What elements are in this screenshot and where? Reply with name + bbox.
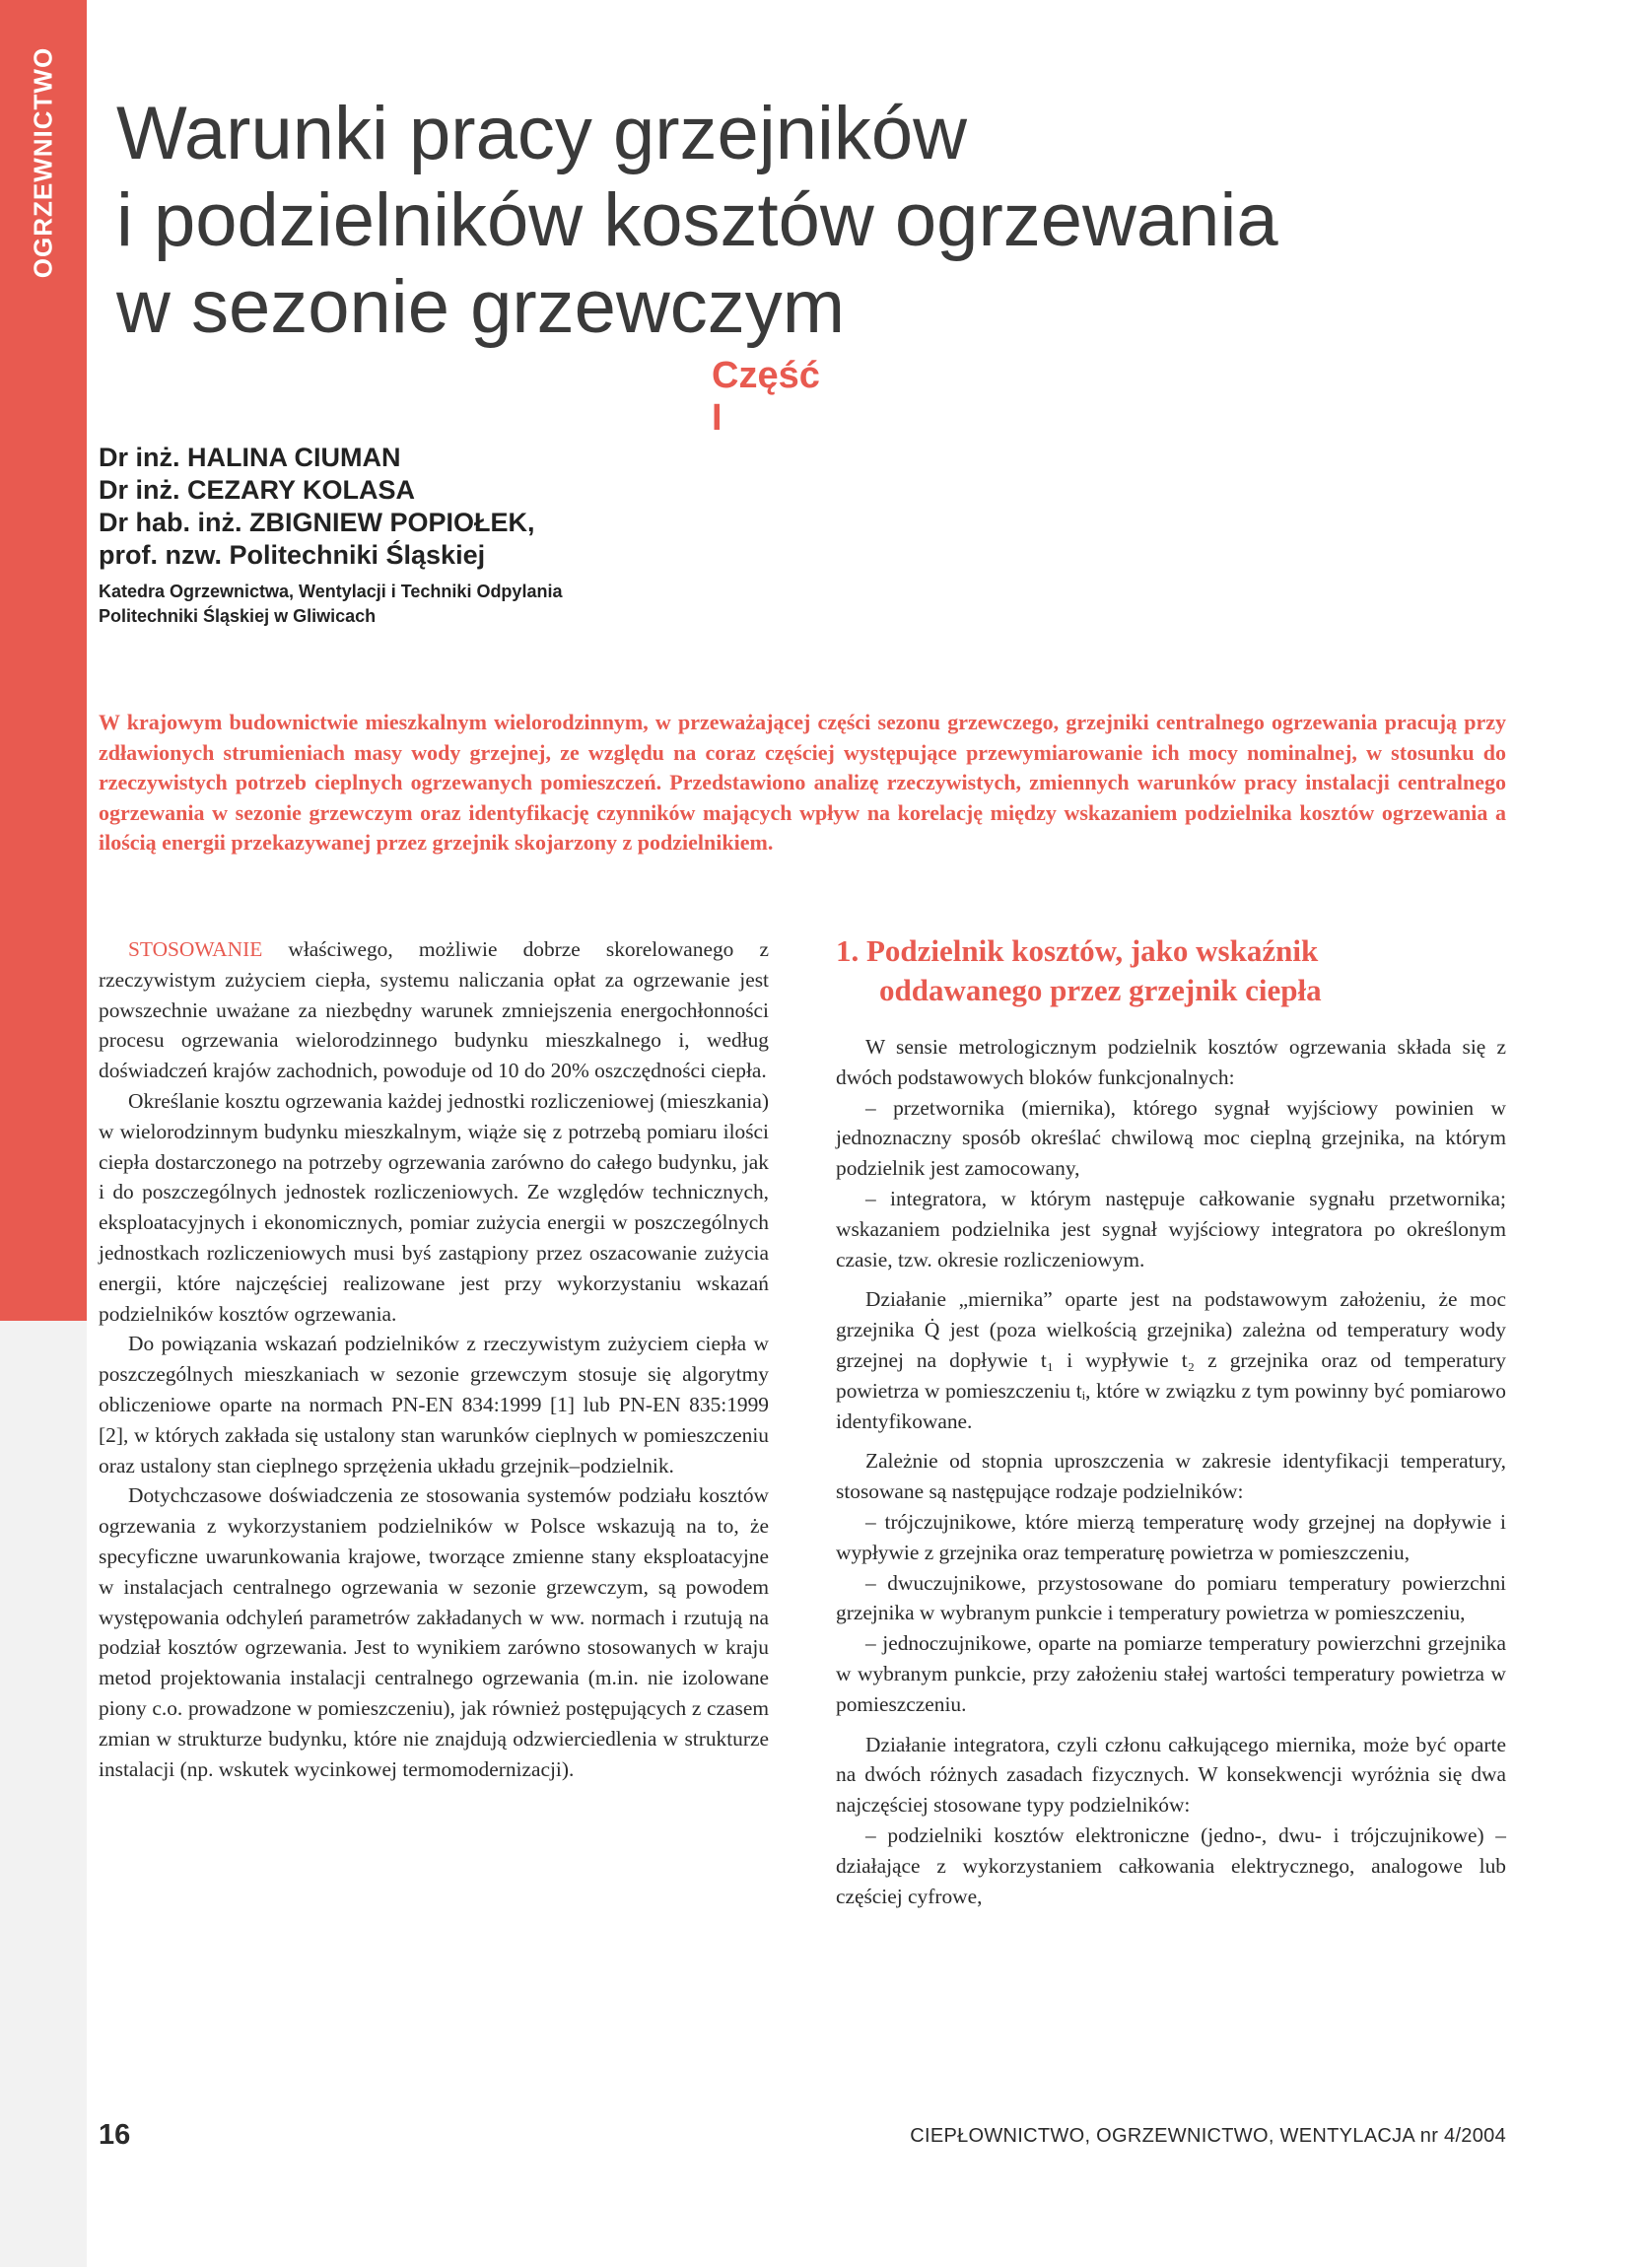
section-paragraph-3: Zależnie od stopnia uproszczenia w zakresie identyfikacji temperatury, stosowane są następujące rodzaje podzielników: <box>836 1449 1506 1504</box>
list-item-one-sensor: – jednoczujnikowe, oparte na pomiarze temperatury powierzchni grzejnika w wybranym punkcie, przy założeniu stałej wartości temperatury powietrza w pomieszczeniu. <box>836 1631 1506 1716</box>
author-3-title: prof. nzw. Politechniki Śląskiej <box>99 540 486 570</box>
list-item-two-sensor: – dwuczujnikowe, przystosowane do pomiaru temperatury powierzchni grzejnika w wybranym punkcie i temperatury powietrza w pomieszczeniu, <box>836 1570 1506 1625</box>
lead-word: STOSOWANIE <box>128 937 263 961</box>
paragraph-4: Dotychczasowe doświadczenia ze stosowania systemów podziału kosztów ogrzewania z wykorzystaniem podzielników w Polsce wskazują na to, że specyficzne uwarunkowania krajowe, tworzące zmienne stany eksploatacyjne w instalacjach centralnego ogrzewania w sezonie grzewczym, są powodem występowania odchyleń parametrów zakładanych w ww. normach i rzutują na podział kosztów ogrzewania. Jest to wynikiem zarówno stosowanych w kraju metod projektowania instalacji centralnego ogrzewania (m.in. nie izolowane piony c.o. prowadzone w pomieszczeniu), jak również postępujących z czasem zmian w strukturze budynku, które nie znajdują odzwierciedlenia w strukturze instalacji (np. wskutek wycinkowej termomodernizacji). <box>99 1483 769 1781</box>
section-paragraph-1: W sensie metrologicznym podzielnik kosztów ogrzewania składa się z dwóch podstawowych bloków funkcjonalnych: <box>836 1035 1506 1089</box>
author-block <box>99 442 789 629</box>
paragraph-3: Do powiązania wskazań podzielników z rzeczywistym zużyciem ciepła w poszczególnych mieszkaniach w sezonie grzewczym stosuje się algorytmy obliczeniowe oparte na normach PN-EN 834:1999 [1] lub PN-EN 835:1999 [2], w których zakłada się ustalony stan warunków cieplnych w pomieszczeniu oraz ustalony stan cieplnego sprzężenia układu grzejnik–podzielnik. <box>99 1332 769 1477</box>
paragraph-2: Określanie kosztu ogrzewania każdej jednostki rozliczeniowej (mieszkania) w wielorodzinnym budynku mieszkalnym, wiąże się z potrzebą pomiaru ilości ciepła dostarczonego na potrzeby ogrzewania zarówno do całego budynku, jak i do poszczególnych jednostek rozliczeniowych. Ze względów technicznych, eksploatacyjnych i ekonomicznych, pomiar zużycia energii w poszczególnych jednostkach rozliczeniowych musi byś zastąpiony przez oszacowanie zużycia energii, które najczęściej realizowane jest przy wykorzystaniu wskazań podzielników kosztów ogrzewania. <box>99 1088 769 1326</box>
title-line-2: i podzielników kosztów ogrzewania <box>116 178 1278 262</box>
list-item-converter: – przetwornika (miernika), którego sygnał wyjściowy powinien w jednoznaczny sposób określać chwilową moc cieplną grzejnika, na którym podzielnik jest zamocowany, <box>836 1095 1506 1181</box>
paragraph-1-text: właściwego, możliwie dobrze skorelowanego z rzeczywistym zużyciem ciepła, systemu naliczania opłat za ogrzewanie jest powszechnie uważane za niezbędny warunek zmniejszenia energochłonności procesu ogrzewania wielorodzinnego budynku mieszkalnego i, według doświadczeń krajów zachodnich, powoduje od 10 do 20% oszczędności ciepła. <box>99 937 769 1083</box>
article-part: Część I <box>712 355 820 439</box>
title-line-3: w sezonie grzewczym <box>116 265 846 349</box>
abstract: W krajowym budownictwie mieszkalnym wielorodzinnym, w przeważającej części sezonu grzewczego, grzejniki centralnego ogrzewania pracują przy zdławionych strumieniach masy wody grzejnej, ze względu na coraz częściej występujące przewymiarowanie ich mocy nominalnej, w stosunku do rzeczywistych potrzeb cieplnych ogrzewanych pomieszczeń. Przedstawiono analizę rzeczywistych, zmiennych warunków pracy instalacji centralnego ogrzewania w sezonie grzewczym oraz identyfikację czynników mających wpływ na korelację między wskazaniem podzielnika kosztów ogrzewania a ilością energii przekazywanej przez grzejnik skojarzony z podzielnikiem. <box>99 710 1506 855</box>
list-item-three-sensor: – trójczujnikowe, które mierzą temperaturę wody grzejnej na dopływie i wypływie z grzejnika oraz temperaturę powietrza w pomieszczeniu, <box>836 1509 1506 1564</box>
paragraph-1 <box>99 934 769 1086</box>
side-tab-label: OGRZEWNICTWO <box>28 46 58 279</box>
author-2: Dr inż. CEZARY KOLASA <box>99 475 416 505</box>
section-title-line-2: oddawanego przez grzejnik ciepła <box>879 973 1322 1007</box>
section-title-line-1: Podzielnik kosztów, jako wskaźnik <box>866 933 1319 968</box>
page-number: 16 <box>99 2119 131 2151</box>
author-3: Dr hab. inż. ZBIGNIEW POPIOŁEK, <box>99 508 535 537</box>
list-item-electronic: – podzielniki kosztów elektroniczne (jedno-, dwu- i trójczujnikowe) – działające z wykorzystaniem całkowania elektrycznego, analogowe lub częściej cyfrowe, <box>836 1822 1506 1908</box>
side-section-tab <box>0 0 87 2267</box>
section-number: 1. <box>836 933 860 968</box>
section-paragraph-4: Działanie integratora, czyli członu całkującego miernika, może być oparte na dwóch różnych zasadach fizycznych. W konsekwencji wyróżnia się dwa najczęściej stosowane typy podzielników: <box>836 1732 1506 1818</box>
left-column <box>99 934 769 1784</box>
title-line-1: Warunki pracy grzejników <box>116 92 968 175</box>
author-1: Dr inż. HALINA CIUMAN <box>99 443 401 472</box>
section-paragraph-2: Działanie „miernika” oparte jest na podstawowym założeniu, że moc grzejnika Q̇ jest (poza wielkością grzejnika) zależna od temperatury wody grzejnej na dopływie t₁ i wypływie t₂ z grzejnika oraz od temperatury powietrza w pomieszczeniu tᵢ, które w związku z tym powinny być pomiarowo identyfikowane. <box>836 1287 1506 1433</box>
journal-name: CIEPŁOWNICTWO, OGRZEWNICTWO, WENTYLACJA nr 4/2004 <box>910 2125 1506 2147</box>
list-item-integrator: – integratora, w którym następuje całkowanie sygnału przetwornika; wskazaniem podzielnika jest sygnał wyjściowy integratora po określonym czasie, tzw. okresie rozliczeniowym. <box>836 1186 1506 1271</box>
page-footer <box>99 2119 1506 2155</box>
right-column <box>836 931 1506 1911</box>
affiliation-line-1: Katedra Ogrzewnictwa, Wentylacji i Techniki Odpylania <box>99 582 563 601</box>
section-heading <box>836 931 1506 1010</box>
affiliation-line-2: Politechniki Śląskiej w Gliwicach <box>99 606 377 626</box>
article-title <box>116 91 1339 351</box>
